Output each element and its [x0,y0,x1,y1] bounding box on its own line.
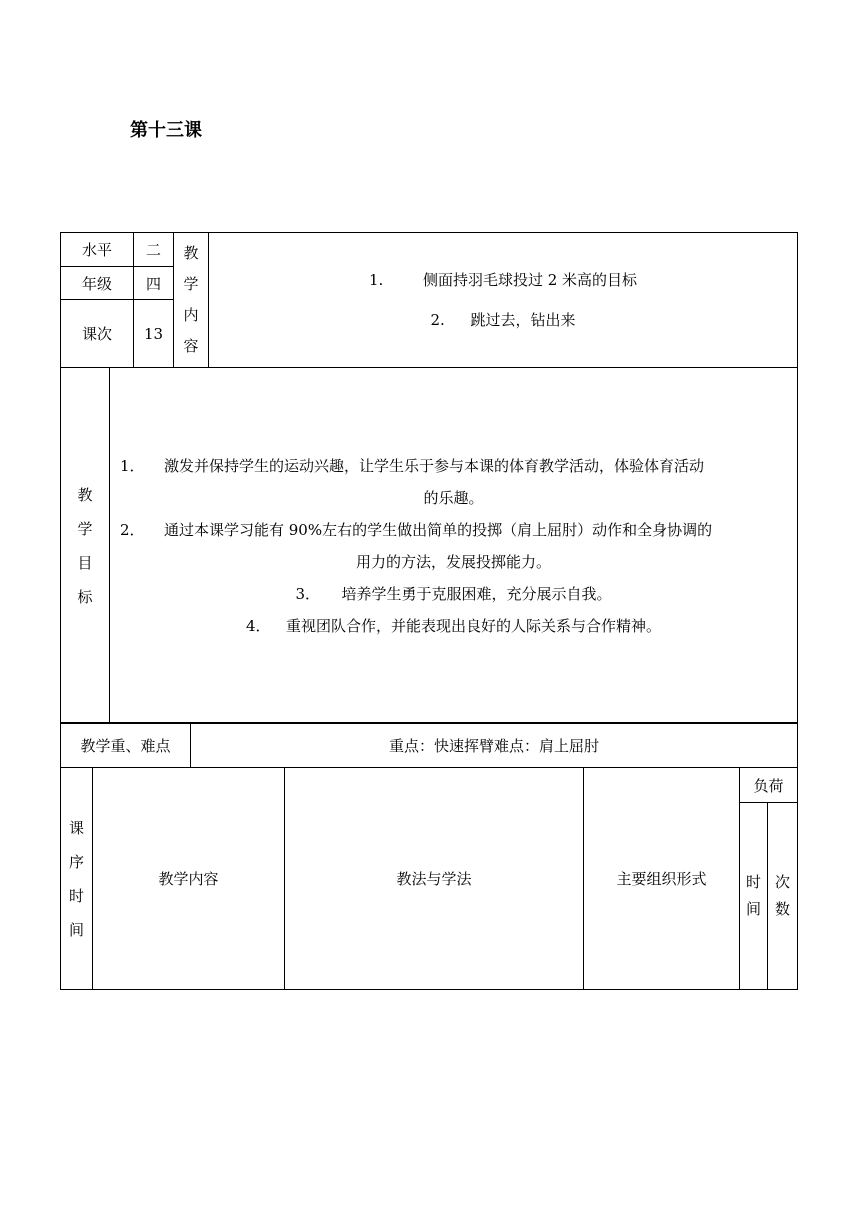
key-points-table [60,722,798,768]
time-header: 课 序 时 间 [61,768,93,990]
grade-value: 四 [134,267,174,300]
level-label: 水平 [61,233,134,267]
objective-item-cont: 的乐趣。 [423,488,484,507]
schedule-header-table [60,767,798,990]
objectives-list [110,368,798,724]
objective-item: 3． 培养学生勇于克服困难，充分展示自我。 [295,584,612,603]
objective-item: 4． 重视团队合作，并能表现出良好的人际关系与合作精神。 [245,616,661,635]
teaching-contents [209,233,798,368]
objectives-label-char: 教 [77,485,93,504]
content-label-char: 内 [183,306,199,324]
content-label [174,233,209,368]
content-label-char: 教 [183,244,199,262]
key-points-value: 重点：快速挥臂难点：肩上屈肘 [191,723,798,768]
content-header: 教学内容 [93,768,285,990]
load-count-header: 次 数 [768,803,798,990]
organization-header: 主要组织形式 [584,768,740,990]
level-value: 二 [134,233,174,267]
objectives-label [61,368,110,724]
objectives-label-char: 目 [77,553,93,572]
content-label-char: 容 [183,337,199,355]
objective-item: 2． 通过本课学习能有 90%左右的学生做出简单的投掷（肩上屈肘）动作和全身协调的 [120,520,713,539]
load-time-header: 时 间 [740,803,768,990]
lesson-value: 13 [134,300,174,368]
objective-item: 1． 激发并保持学生的运动兴趣，让学生乐于参与本课的体育教学活动，体验体育活动 [120,456,705,475]
method-header: 教法与学法 [285,768,584,990]
objectives-table [60,367,798,724]
content-label-char: 学 [183,275,199,293]
objective-item-cont: 用力的方法，发展投掷能力。 [355,552,551,571]
content-item: 2. 跳过去，钻出来 [430,311,576,329]
objectives-label-char: 学 [77,519,93,538]
key-points-label: 教学重、难点 [61,723,191,768]
page-title: 第十三课 [130,120,202,141]
content-item: 1. 侧面持羽毛球投过 2 米高的目标 [368,271,638,289]
objectives-label-char: 标 [77,587,93,606]
load-header: 负荷 [740,768,798,803]
info-table [60,232,798,368]
lesson-label: 课次 [61,300,134,368]
grade-label: 年级 [61,267,134,300]
